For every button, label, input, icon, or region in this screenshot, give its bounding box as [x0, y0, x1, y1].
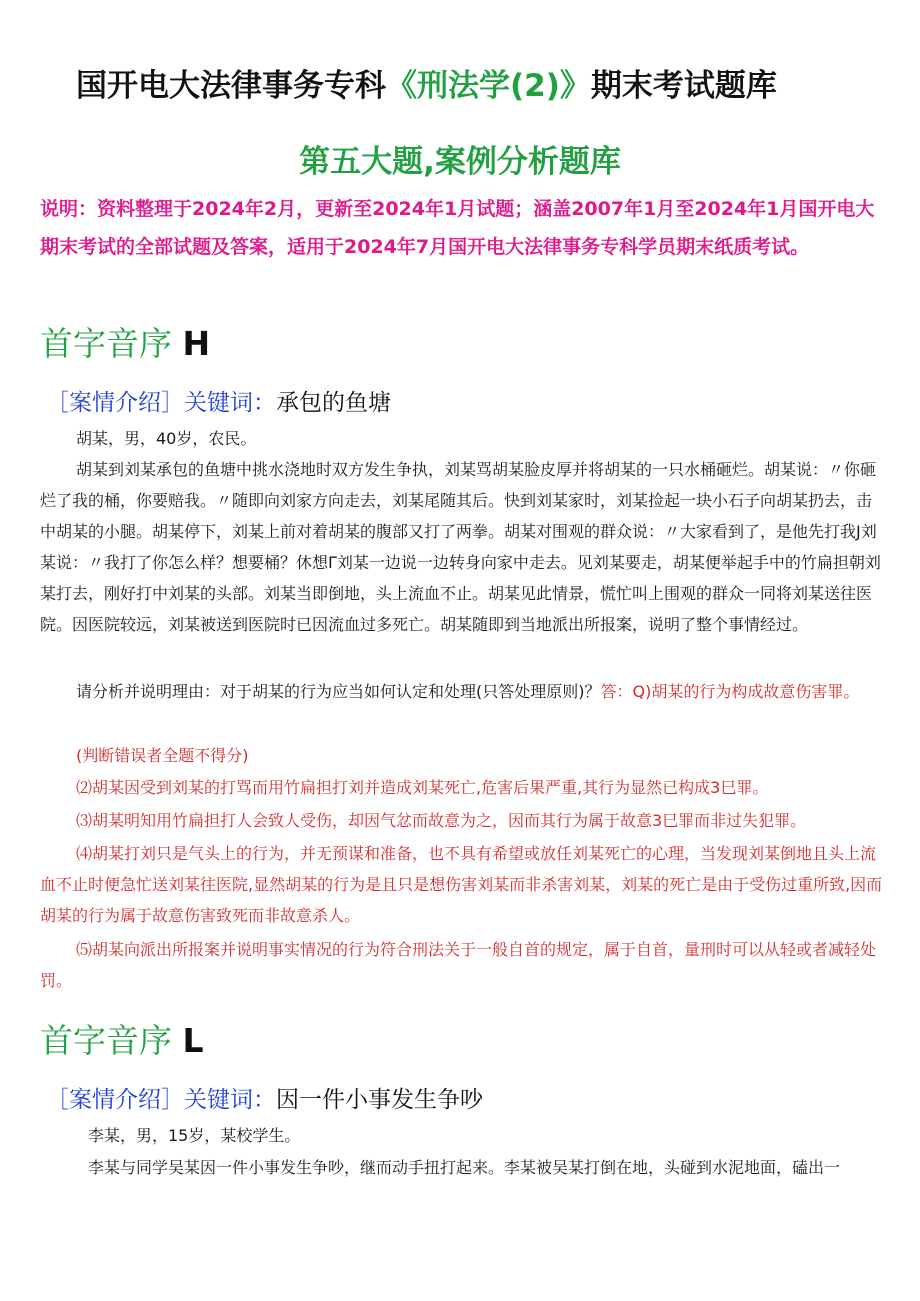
case-paragraph: 胡某到刘某承包的鱼塘中挑水浇地时双方发生争执，刘某骂胡某脸皮厚并将胡某的一只水桶砸烂。胡某说：〃你砸烂了我的桶，你要赔我。〃随即向刘家方向走去，刘某尾随其后。快到刘某家时，刘某捡起一块小石子向胡某扔去，击中胡某的小腿。胡某停下，刘某上前对着胡某的腹部又打了两拳。胡某对围观的群众说：〃大家看到了，是他先打我J刘某说：〃我打了你怎么样？想要桶？休想Γ刘某一边说一边转身向家中走去。见刘某要走，胡某便举起手中的竹扁担朝刘某打去，刚好打中刘某的头部。刘某当即倒地，头上流血不止。胡某见此情景，慌忙叫上围观的群众一同将刘某送往医院。因医院较远，刘某被送到医院时已因流血过多死亡。胡某随即到当地派出所报案，说明了整个事情经过。	[40, 460, 881, 634]
case-paragraph: 李某，男，15岁，某校学生。	[88, 1126, 301, 1145]
case-heading	[46, 1081, 483, 1114]
section-heading-text: 首字音序	[40, 1021, 172, 1060]
case-bracket-label: ［案情介绍］	[46, 1087, 184, 1113]
intro-note: 说明：资料整理于2024年2月，更新至2024年1月试题；涵盖2007年1月至2024年1月国开电大期末考试的全部试题及答案，适用于2024年7月国开电大法律事务专科学员期末纸质考试。	[40, 198, 875, 258]
case-bracket-label: ［案情介绍］	[46, 390, 184, 416]
title-prefix: 国开电大法律事务专科	[76, 68, 386, 104]
case-keyword: 承包的鱼塘	[276, 390, 391, 416]
section-heading-h	[40, 318, 210, 365]
title-suffix: 期末考试题库	[590, 68, 777, 104]
answer-item: ⑶胡某明知用竹扁担打人会致人受伤，却因气忿而故意为之，因而其行为属于故意3巳罪而非过失犯罪。	[76, 811, 807, 830]
section-heading-l	[40, 1015, 204, 1062]
case-paragraph: 李某与同学吴某因一件小事发生争吵，继而动手扭打起来。李某被吴某打倒在地，头碰到水泥地面，磕出一	[88, 1158, 841, 1177]
question-paragraph	[40, 676, 885, 707]
case-paragraph: 胡某，男，40岁，农民。	[76, 429, 257, 448]
section-heading-text: 首字音序	[40, 324, 172, 363]
answer-first: 答：Q)胡某的行为构成故意伤害罪。	[600, 682, 860, 701]
section-heading-letter: L	[182, 1021, 204, 1060]
question-text: 请分析并说明理由：对于胡某的行为应当如何认定和处理(只答处理原则)？	[76, 682, 601, 701]
keyword-label: 关键词：	[184, 390, 276, 416]
answer-item: ⑵胡某因受到刘某的打骂而用竹扁担打刘并造成刘某死亡,危害后果严重,其行为显然已构成3巳罪。	[76, 778, 769, 797]
document-title	[76, 60, 896, 105]
answer-item: (判断错误者全题不得分)	[76, 746, 249, 765]
answer-item: ⑷胡某打刘只是气头上的行为，并无预谋和准备，也不具有希望或放任刘某死亡的心理，当发现刘某倒地且头上流血不止时便急忙送刘某往医院,显然胡某的行为是且只是想伤害刘某而非杀害刘某，刘某的死亡是由于受伤过重所致,因而胡某的行为属于故意伤害致死而非故意杀人。	[40, 844, 883, 925]
case-heading	[46, 384, 391, 417]
case-keyword: 因一件小事发生争吵	[276, 1087, 483, 1113]
title-accent: 《刑法学(2)》	[386, 68, 591, 104]
keyword-label: 关键词：	[184, 1087, 276, 1113]
section-title: 第五大题,案例分析题库	[299, 144, 621, 180]
section-heading-letter: H	[182, 324, 211, 363]
answer-item: ⑸胡某向派出所报案并说明事实情况的行为符合刑法关于一般自首的规定，属于自首，量刑时可以从轻或者减轻处罚。	[40, 940, 877, 990]
